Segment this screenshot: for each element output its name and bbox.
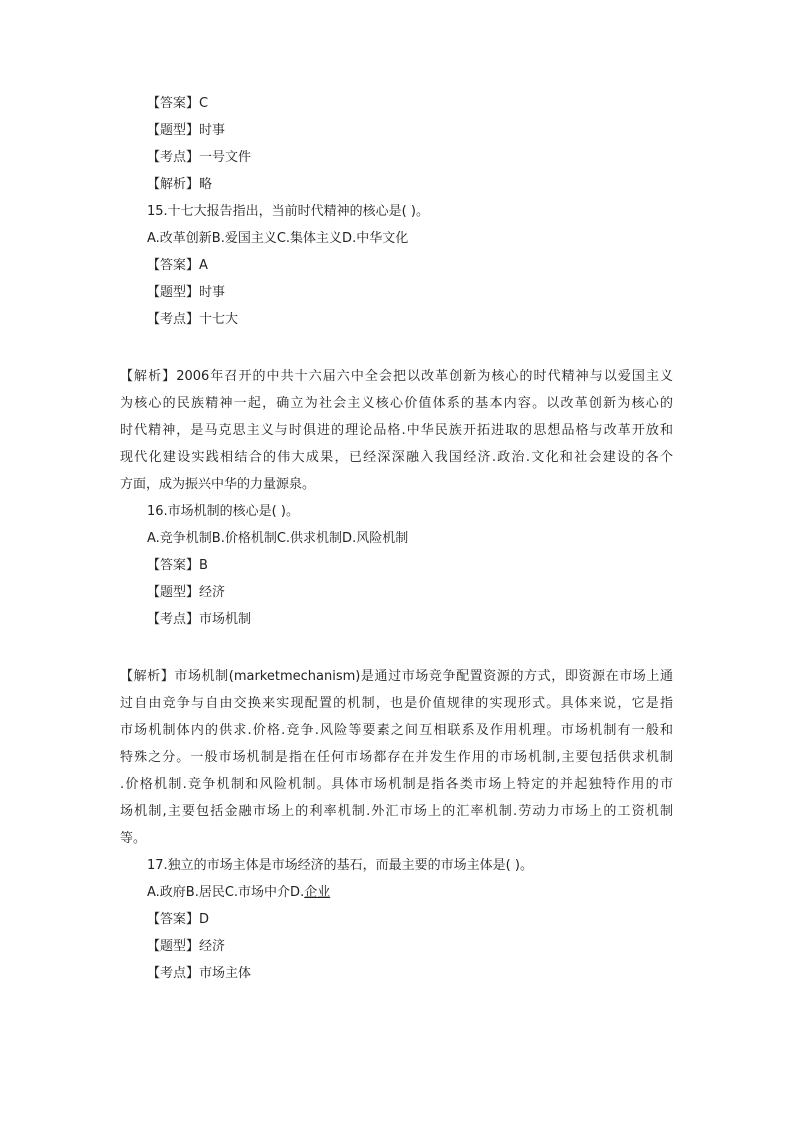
q17-type: 【题型】经济 bbox=[147, 939, 226, 954]
q16-analysis-line: 场机制,主要包括金融市场上的利率机制.外汇市场上的汇率机制.劳动力市场上的工资机制 bbox=[120, 804, 673, 819]
q17-answer: 【答案】D bbox=[147, 912, 210, 927]
q14-analysis: 【解析】略 bbox=[147, 177, 213, 192]
q15-analysis-line: 方面，成为振兴中华的力量源泉。 bbox=[120, 477, 316, 492]
q17-point: 【考点】市场主体 bbox=[147, 966, 252, 981]
q16-options: A.竞争机制B.价格机制C.供求机制D.风险机制 bbox=[147, 531, 409, 546]
q15-analysis-line: 【解析】2006年召开的中共十六届六中全会把以改革创新为核心的时代精神与以爱国主义 bbox=[120, 369, 673, 384]
q16-analysis-line: 等。 bbox=[120, 831, 147, 846]
q14-answer: 【答案】C bbox=[147, 96, 209, 111]
q15-point: 【考点】十七大 bbox=[147, 312, 239, 327]
q14-point: 【考点】一号文件 bbox=[147, 150, 252, 165]
q16-analysis-line: 特殊之分。一般市场机制是指在任何市场都存在并发生作用的市场机制,主要包括供求机制 bbox=[120, 750, 673, 765]
q16-answer: 【答案】B bbox=[147, 558, 208, 573]
q17-options-text: A.政府B.居民C.市场中介D. bbox=[147, 885, 305, 900]
q16-analysis-line: 过自由竞争与自由交换来实现配置的机制，也是价值规律的实现形式。具体来说，它是指 bbox=[120, 696, 673, 711]
q17-question: 17.独立的市场主体是市场经济的基石，而最主要的市场主体是( )。 bbox=[147, 858, 533, 873]
q16-analysis-line: 【解析】市场机制(marketmechanism)是通过市场竞争配置资源的方式，即资源在市场上通 bbox=[120, 669, 673, 684]
q15-analysis-line: 时代精神，是马克思主义与时俱进的理论品格.中华民族开拓进取的思想品格与改革开放和 bbox=[120, 423, 673, 438]
q14-type: 【题型】时事 bbox=[147, 123, 226, 138]
q16-point: 【考点】市场机制 bbox=[147, 612, 252, 627]
q16-analysis-line: 市场机制体内的供求.价格.竞争.风险等要素之间互相联系及作用机理。市场机制有一般和 bbox=[120, 723, 673, 738]
q15-type: 【题型】时事 bbox=[147, 285, 226, 300]
q15-analysis-line: 现代化建设实践相结合的伟大成果，已经深深融入我国经济.政治.文化和社会建设的各个 bbox=[120, 450, 673, 465]
q15-analysis-line: 为核心的民族精神一起，确立为社会主义核心价值体系的基本内容。以改革创新为核心的 bbox=[120, 396, 673, 411]
q17-option-d-underlined: 企业 bbox=[304, 885, 331, 900]
q16-question: 16.市场机制的核心是( )。 bbox=[147, 504, 299, 519]
q15-options: A.改革创新B.爱国主义C.集体主义D.中华文化 bbox=[147, 231, 409, 246]
q17-options bbox=[147, 885, 330, 901]
q16-type: 【题型】经济 bbox=[147, 585, 226, 600]
q15-question: 15.十七大报告指出，当前时代精神的核心是( )。 bbox=[147, 204, 429, 219]
q15-answer: 【答案】A bbox=[147, 258, 208, 273]
q16-analysis-line: .价格机制.竞争机制和风险机制。具体市场机制是指各类市场上特定的并起独特作用的市 bbox=[120, 777, 673, 792]
